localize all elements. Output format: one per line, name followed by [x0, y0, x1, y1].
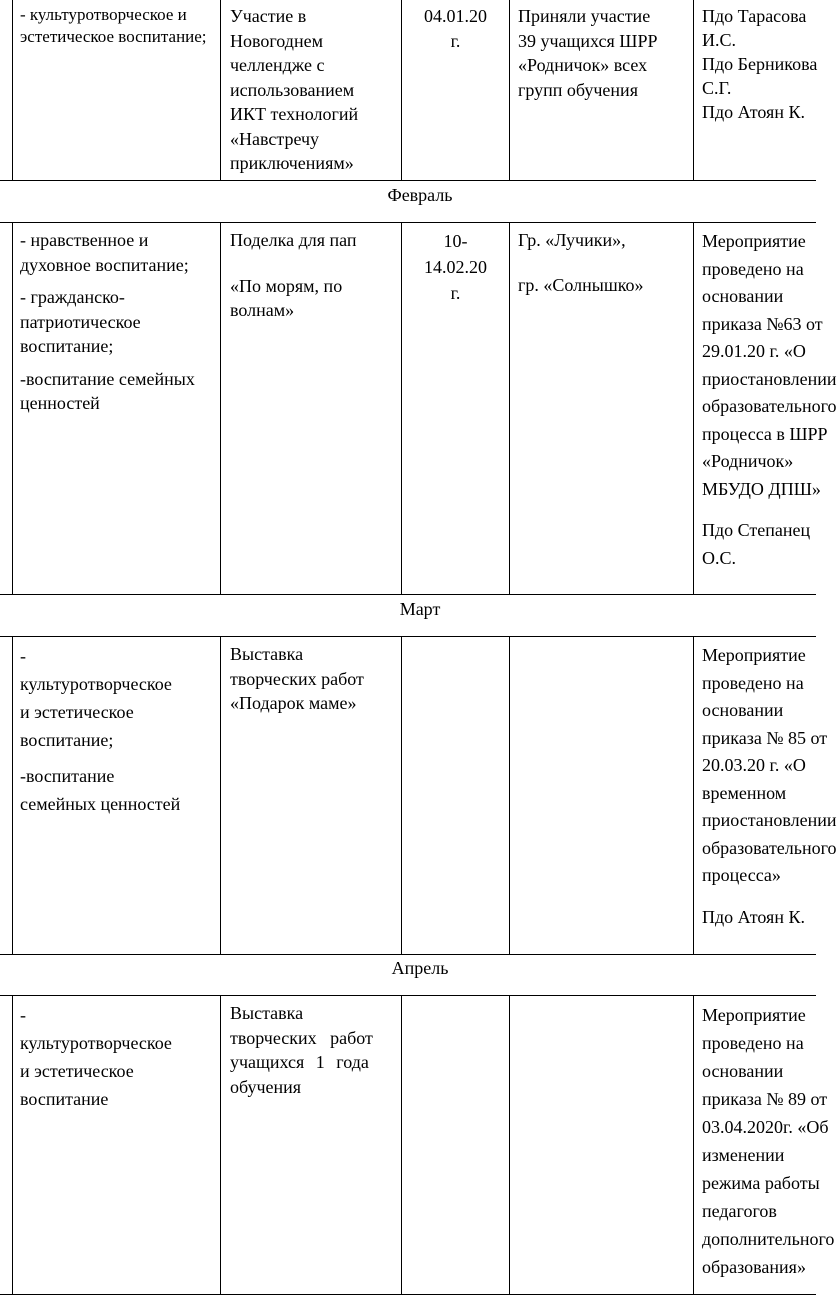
table-rule	[509, 222, 510, 594]
cell-text: временном	[702, 782, 787, 803]
cell-text: - гражданско-патриотическое воспитание;	[20, 287, 141, 356]
cell-text: основании	[702, 700, 784, 720]
participants-cell	[518, 228, 692, 297]
cell-text: и эстетическое	[20, 702, 134, 722]
cell-text: И.С.	[702, 30, 737, 50]
cell-text: - культуротворческое и эстетическое воспитание;	[20, 5, 207, 46]
cell-text: воспитание;	[20, 730, 114, 750]
cell-text: приостановлении	[702, 368, 837, 389]
cell-text: 10-	[443, 231, 468, 251]
table-rule	[0, 954, 816, 955]
responsible-cell	[702, 228, 837, 572]
cell-text: Участие в	[230, 6, 307, 26]
table-rule	[0, 594, 816, 595]
cell-text: образовательного	[702, 396, 837, 416]
responsible-cell	[702, 1001, 835, 1281]
cell-text: 14.02.20	[424, 257, 487, 277]
cell-text: 03.04.2020г. «Об	[702, 1117, 829, 1137]
table-rule	[220, 995, 221, 1294]
table-rule	[0, 180, 816, 181]
cell-text: семейных ценностей	[20, 794, 181, 814]
cell-text: приказа № 85 от	[702, 727, 828, 748]
cell-text: и эстетическое	[20, 1061, 134, 1081]
month-heading: Март	[399, 599, 441, 619]
cell-text: -	[20, 1005, 26, 1025]
cell-text: Приняли участие	[518, 6, 651, 26]
cell-text: -	[20, 646, 26, 666]
cell-text: Поделка для пап	[230, 230, 357, 250]
cell-text: проведено на	[702, 258, 804, 279]
cell-text: гр. «Солнышко»	[518, 274, 644, 295]
event-cell	[230, 1001, 394, 1099]
table-rule	[12, 995, 13, 1294]
table-rule	[220, 222, 221, 594]
cell-text: «Навстречу	[230, 128, 320, 149]
responsible-cell	[702, 4, 816, 124]
cell-text: дополнительного	[702, 1229, 835, 1249]
cell-text: процесса»	[702, 865, 781, 885]
cell-text: 29.01.20 г. «О	[702, 341, 806, 361]
cell-text: процесса в ШРР	[702, 423, 828, 444]
cell-text: приостановлении	[702, 810, 837, 830]
cell-text: г.	[450, 283, 461, 303]
event-cell	[230, 228, 398, 323]
cell-text: культуротворческое	[20, 674, 172, 694]
cell-text: О.С.	[702, 547, 737, 568]
table-rule	[220, 636, 221, 954]
direction-cell	[20, 1001, 216, 1113]
cell-text: Выставка	[230, 1003, 304, 1023]
cell-text: Мероприятие	[702, 645, 806, 665]
cell-text: Пдо Тарасова	[702, 6, 807, 26]
cell-text: педагогов	[702, 1201, 777, 1221]
date-cell	[402, 4, 509, 53]
direction-cell	[20, 642, 216, 818]
direction-cell	[20, 4, 216, 48]
cell-text: использованием	[230, 79, 355, 100]
cell-text: проведено на	[702, 672, 804, 693]
cell-text: культуротворческое	[20, 1033, 172, 1053]
cell-text: ИКТ технологий	[230, 104, 359, 124]
cell-text: «Подарок маме»	[230, 693, 357, 713]
cell-text: основании	[702, 286, 784, 306]
cell-text: 39 учащихся ШРР	[518, 30, 658, 51]
cell-text: Пдо Берникова	[702, 54, 818, 74]
cell-text: приказа № 89 от	[702, 1089, 828, 1109]
table-rule	[0, 1294, 816, 1295]
cell-text: 04.01.20	[424, 6, 487, 26]
event-cell	[230, 4, 398, 176]
cell-text: Мероприятие	[702, 231, 806, 251]
event-cell	[230, 642, 398, 716]
table-rule	[693, 636, 694, 954]
cell-text: групп обучения	[518, 79, 638, 100]
table-rule	[509, 995, 510, 1294]
cell-text: «По морям, по волнам»	[230, 275, 343, 320]
cell-text: С.Г.	[702, 78, 732, 98]
cell-text: проведено на	[702, 1033, 804, 1053]
table-rule	[401, 995, 402, 1294]
cell-text: Пдо Атоян К.	[702, 102, 805, 122]
cell-text: образования»	[702, 1257, 806, 1277]
table-rule	[220, 0, 221, 180]
cell-text: «Родничок» всех	[518, 55, 648, 75]
cell-text: челлендже с	[230, 55, 325, 75]
cell-text: приключениям»	[230, 153, 354, 173]
cell-text: воспитание	[20, 1089, 109, 1109]
cell-text: Новогоднем	[230, 30, 323, 51]
table-rule	[693, 222, 694, 594]
table-rule	[12, 0, 13, 180]
cell-text: учащихся 1 года	[230, 1052, 369, 1072]
table-rule	[693, 995, 694, 1294]
participants-cell	[518, 4, 692, 102]
cell-text: изменении	[702, 1145, 785, 1165]
cell-text: Выставка	[230, 644, 304, 664]
cell-text: приказа №63 от	[702, 313, 823, 334]
cell-text: основании	[702, 1061, 784, 1081]
table-rule	[401, 636, 402, 954]
cell-text: г.	[450, 30, 461, 51]
table-rule	[12, 636, 13, 954]
cell-text: режима работы	[702, 1173, 820, 1193]
cell-text: образовательного	[702, 837, 837, 858]
cell-text: -воспитание	[20, 766, 115, 786]
cell-text: Пдо Степанец	[702, 520, 811, 540]
cell-text: «Родничок»	[702, 451, 794, 471]
cell-text: -воспитание семейных ценностей	[20, 368, 195, 413]
table-rule	[693, 0, 694, 180]
direction-cell	[20, 228, 216, 416]
cell-text: обучения	[230, 1076, 302, 1097]
month-heading: Февраль	[387, 185, 453, 205]
cell-text: Пдо Атоян К.	[702, 906, 805, 927]
cell-text: Мероприятие	[702, 1005, 806, 1025]
cell-text: Гр. «Лучики»,	[518, 230, 626, 250]
table-rule	[509, 636, 510, 954]
cell-text: МБУДО ДПШ»	[702, 478, 821, 499]
table-rule	[509, 0, 510, 180]
cell-text: 20.03.20 г. «О	[702, 755, 806, 775]
responsible-cell	[702, 642, 837, 931]
cell-text: - нравственное и духовное воспитание;	[20, 230, 189, 275]
date-cell	[402, 228, 509, 306]
month-heading: Апрель	[391, 958, 449, 978]
cell-text: творческих работ	[230, 668, 364, 689]
cell-text: творческих работ	[230, 1027, 373, 1048]
table-rule	[12, 222, 13, 594]
